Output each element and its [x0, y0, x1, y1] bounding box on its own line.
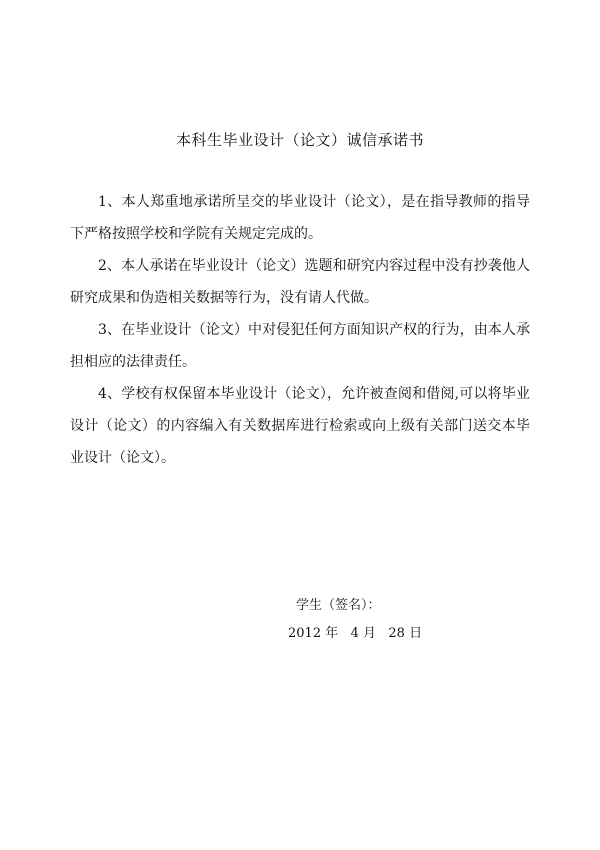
paragraph-3: 3、在毕业设计（论文）中对侵犯任何方面知识产权的行为，由本人承担相应的法律责任。: [70, 322, 530, 370]
paragraph-1: 1、本人郑重地承诺所呈交的毕业设计（论文），是在指导教师的指导下严格按照学校和学院有关规定完成的。: [70, 194, 530, 242]
signature-block: [288, 592, 423, 648]
signature-label: 学生（签名）：: [296, 598, 381, 613]
paragraph-2: 2、本人承诺在毕业设计（论文）选题和研究内容过程中没有抄袭他人研究成果和伪造相关数据等行为，没有请人代做。: [70, 258, 530, 306]
document-body: [70, 186, 530, 474]
paragraph-4: 4、学校有权保留本毕业设计（论文），允许被查阅和借阅,可以将毕业设计（论文）的内容编入有关数据库进行检索或向上级有关部门送交本毕业设计（论文）。: [70, 386, 530, 466]
signature-date: 2012 年 4 月 28 日: [288, 626, 423, 641]
document-title: 本科生毕业设计（论文）诚信承诺书: [175, 131, 424, 149]
